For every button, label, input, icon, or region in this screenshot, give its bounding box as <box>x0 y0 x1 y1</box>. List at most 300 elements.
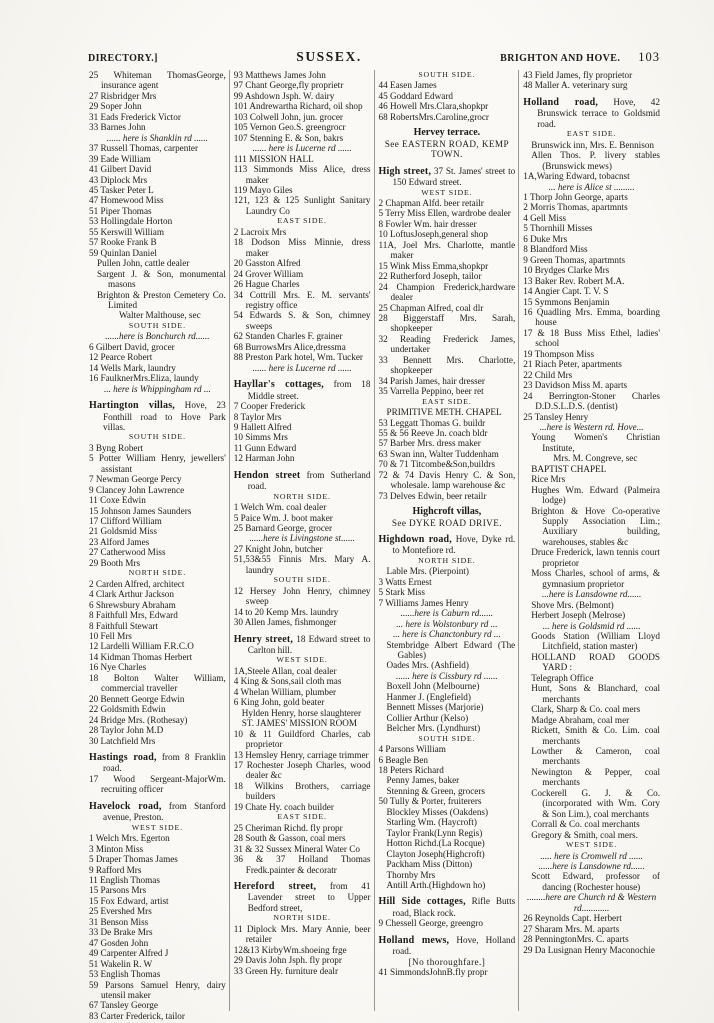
cross-reference: ...... here is Cissbury rd ...... <box>396 670 498 681</box>
side-label: WEST SIDE. <box>565 840 618 850</box>
street-heading: Hervey terrace. <box>413 127 481 139</box>
directory-entry: 6 King John, gold beater <box>233 697 325 708</box>
directory-entry: 27 Knight John, butcher <box>233 543 323 554</box>
street-heading: High street, 37 St. James' street to 150 Edward street. <box>378 165 516 188</box>
directory-entry: 47 Homewood Miss <box>89 195 164 206</box>
directory-entry: Hotton Richd.(La Rocque) <box>386 838 485 849</box>
directory-entry: Oades Mrs. (Ashfield) <box>386 660 469 671</box>
directory-entry: 6 Shrewsbury Abraham <box>89 599 176 610</box>
directory-entry: ST. JAMES' MISSION ROOM <box>241 718 358 729</box>
directory-entry: 29 Davis John Jsph. fly propr <box>233 955 342 966</box>
directory-entry: 8 Faithfull Mrs, Edward <box>89 610 178 621</box>
directory-entry: HOLLAND ROAD GOODS YARD : <box>531 651 660 673</box>
street-name: Hendon street <box>233 469 301 481</box>
directory-entry: 44 Easen James <box>378 80 437 91</box>
street-heading: Hendon street from Sutherland road. <box>233 469 371 492</box>
street-name: Hartington villas, <box>89 400 175 412</box>
directory-entry: 23 Alford James <box>89 536 150 547</box>
directory-entry: 119 Mayo Giles <box>233 184 293 195</box>
directory-entry: 11 Gunn Edward <box>233 442 297 453</box>
directory-entry: 24 Grover William <box>233 268 304 279</box>
directory-entry: Antill Arth.(Highdown ho) <box>386 879 486 890</box>
side-label: EAST SIDE. <box>422 396 472 406</box>
directory-entry: 18 Dodson Miss Minnie, dress maker <box>233 237 371 258</box>
directory-entry: Telegraph Office <box>531 672 594 683</box>
directory-entry: Bennett Misses (Marjorie) <box>386 702 484 713</box>
directory-entry: 9 Hallett Alfred <box>233 421 292 432</box>
directory-entry: Penny James, baker <box>386 775 460 786</box>
directory-entry: 17 & 18 Buss Miss Ethel, ladies' school <box>523 327 660 349</box>
directory-entry: 17 Rochester Joseph Charles, wood dealer &c <box>233 760 371 781</box>
directory-entry: 11A, Joel Mrs. Charlotte, mantle maker <box>378 239 516 261</box>
directory-entry: 31 Benson Miss <box>89 916 149 927</box>
directory-entry: Hunt, Sons & Blanchard, coal merchants <box>531 683 660 704</box>
directory-entry: 49 Carpenter Alfred J <box>89 948 169 959</box>
directory-entry: 70 & 71 Titcombe&Son,buildrs <box>378 459 495 470</box>
directory-entry: 6 Duke Mrs <box>523 233 568 244</box>
cross-reference: ......here is Bonchurch rd...... <box>105 331 210 342</box>
directory-entry: Thornby Mrs <box>386 869 436 880</box>
directory-entry: 63 Swan inn, Walter Tuddenham <box>378 448 499 459</box>
directory-entry: 8 Fowler Wm. hair dresser <box>378 218 477 229</box>
side-label: WEST SIDE. <box>276 655 328 665</box>
directory-entry: Hughes Wm. Edward (Palmeira lodge) <box>531 484 660 506</box>
directory-entry: 27 Catherwood Miss <box>89 547 166 558</box>
directory-entry: 4 Gell Miss <box>523 212 567 223</box>
cross-reference: ... here is Chanctonbury rd ... <box>392 629 501 640</box>
directory-entry: Pullen John, cattle dealer <box>97 258 190 269</box>
page-number: 103 <box>638 50 660 64</box>
directory-entry: 4 Parsons William <box>378 744 446 755</box>
directory-entry: 35 Varrella Peppino, beer ret <box>378 386 484 397</box>
street-name: Henry street, <box>233 633 294 645</box>
directory-entry: 31 Eads Frederick Victor <box>89 111 181 122</box>
directory-entry: 15 Parsons Mrs <box>89 885 147 896</box>
directory-entry: 43 Field James, fly proprietor <box>523 70 633 80</box>
directory-entry: 47 Gosden John <box>89 937 149 948</box>
directory-entry: 14 to 20 Kemp Mrs. laundry <box>233 606 339 617</box>
cross-reference: ... here is Whippingham rd ... <box>103 383 211 394</box>
header-section-text: BRIGHTON AND HOVE. <box>500 53 621 64</box>
cross-reference: ..... here is Cromwell rd ...... <box>540 850 643 861</box>
directory-entry: 16 FaulknerMrs.Eliza, laundy <box>89 373 199 384</box>
cross-reference: ... here is Goldsmid rd ...... <box>542 620 641 631</box>
directory-entry: 3 Minton Miss <box>89 843 144 854</box>
directory-entry: 101 Andrewartha Richard, oil shop <box>233 101 363 112</box>
directory-entry: 15 Symmons Benjamin <box>523 296 610 307</box>
directory-entry: 10 LoftusJoseph,general shop <box>378 229 488 240</box>
directory-entry: Rickett, Smith & Co. Lim. coal merchants <box>531 725 660 746</box>
directory-entry: 12&13 KirbyWm.shoeing frge <box>233 944 347 955</box>
street-heading: Havelock road, from Stanford avenue, Preston. <box>89 800 226 823</box>
directory-entry: 37 Russell Thomas, carpenter <box>89 143 199 154</box>
directory-entry: 111 MISSION HALL <box>233 153 314 164</box>
directory-entry: 6 Beagle Ben <box>378 754 428 765</box>
cross-reference: ...... here is Lucerne rd ...... <box>252 143 352 154</box>
directory-entry: 10 Brydges Clarke Mrs <box>523 265 610 276</box>
column-2 <box>229 70 374 1011</box>
side-label: WEST SIDE. <box>131 822 184 832</box>
side-label: SOUTH SIDE. <box>273 575 331 585</box>
cross-reference: ...here is Lansdowne rd...... <box>541 589 642 600</box>
directory-entry: Gregory & Smith, coal mers. <box>531 829 638 840</box>
street-name: Hereford street, <box>233 880 317 892</box>
directory-entry: 22 Child Mrs <box>523 369 573 380</box>
directory-entry: 9 Green Thomas, apartmnts <box>523 254 626 265</box>
directory-entry: 25 Cheriman Richd. fly propr <box>233 822 343 833</box>
directory-entry: Moss Charles, school of arms, & gymnasium proprietor <box>531 568 660 589</box>
note-line: See DYKE ROAD DRIVE. <box>391 517 502 528</box>
directory-entry: Newington & Pepper, coal merchants <box>531 766 660 788</box>
sub-entry: Walter Malthouse, sec <box>119 310 201 321</box>
directory-entry: 16 Quadling Mrs. Emma, boarding house <box>523 306 660 328</box>
directory-entry: 12 Harman John <box>233 453 295 464</box>
directory-entry: 15 Wink Miss Emma,shopkpr <box>378 260 489 271</box>
directory-entry: 28 Taylor John M.D <box>89 725 164 736</box>
directory-entry: 14 Wells Mark, laundry <box>89 362 176 373</box>
directory-entry: 29 Booth Mrs <box>89 557 141 568</box>
column-4 <box>518 70 663 1011</box>
directory-entry: 5 Draper Thomas James <box>89 854 178 865</box>
side-label: NORTH SIDE. <box>418 555 476 565</box>
directory-entry: 68 RobertsMrs.Caroline,grocr <box>378 111 489 122</box>
directory-entry: Young Women's Christian Institute, <box>531 432 660 453</box>
street-name: Highdown road, <box>378 534 453 546</box>
directory-entry: 11 Coxe Edwin <box>89 495 146 506</box>
directory-entry: 29 Da Lusignan Henry Maconochie <box>523 944 655 955</box>
directory-entry: 51 Piper Thomas <box>89 205 152 216</box>
directory-entry: 12 Hersey John Henry, chimney sweep <box>233 585 371 607</box>
street-heading: Hayllar's cottages, from 18 Middle street. <box>233 379 371 401</box>
directory-entry: 9 Rafford Mrs <box>89 864 142 875</box>
directory-entry: Blockley Misses (Oakdens) <box>386 806 489 817</box>
directory-entry: Goods Station (William Lloyd Litchfield, station master) <box>531 631 660 652</box>
street-heading: Hastings road, from 8 Franklin road. <box>89 752 226 774</box>
street-heading: Hereford street, from 41 Lavender street to Upper Bedford street, <box>233 880 371 913</box>
directory-entry: 11 Diplock Mrs. Mary Annie, beer retailer <box>233 923 371 945</box>
directory-entry: 10 & 11 Guildford Charles, cab proprietor <box>233 728 371 750</box>
directory-entry: 34 Parish James, hair dresser <box>378 375 485 386</box>
directory-entry: 24 Bridge Mrs. (Rothesay) <box>89 714 188 725</box>
directory-entry: 1 Thorp John George, aparts <box>523 191 628 202</box>
directory-entry: 53 Hollingdale Horton <box>89 216 173 227</box>
directory-entry: 27 Sharam Mrs. M. aparts <box>523 923 620 934</box>
column-3 <box>374 70 519 1011</box>
directory-entry: Hanmer J. (Englefield) <box>386 691 471 702</box>
directory-entry: 14 Angier Capt. T. V. S <box>523 286 609 297</box>
directory-entry: 29 Soper John <box>89 101 142 112</box>
directory-entry: 43 Diplock Mrs <box>89 174 148 185</box>
side-label: SOUTH SIDE. <box>128 432 186 442</box>
directory-entry: 21 Goldsmid Miss <box>89 526 157 537</box>
directory-entry: Brunswick inn, Mrs. E. Bennison <box>531 139 655 150</box>
directory-entry: 50 Tully & Porter, fruiterers <box>378 796 482 807</box>
directory-entry: BAPTIST CHAPEL <box>531 463 607 474</box>
street-name: Holland mews, <box>378 934 450 946</box>
directory-entry: 72 & 74 Davis Henry C. & Son, wholesale. lamp warehouse &c <box>378 469 516 491</box>
directory-entry: 53 Leggatt Thomas G. buildr <box>378 417 486 428</box>
directory-entry: 16 Nye Charles <box>89 662 147 673</box>
directory-columns <box>85 70 663 1021</box>
cross-reference: ...... here is Shanklin rd ...... <box>106 132 208 143</box>
directory-entry: 25 Tansley Henry <box>523 411 589 422</box>
side-label: NORTH SIDE. <box>273 491 331 501</box>
directory-entry: 68 BurrowsMrs Alice,dressma <box>233 341 346 352</box>
directory-entry: 59 Parsons Samuel Henry, dairy utensil maker <box>89 979 226 1000</box>
directory-entry: 1A,Steele Allan, coal dealer <box>233 665 337 676</box>
directory-entry: 4 Whelan William, plumber <box>233 686 337 697</box>
directory-entry: Cockerell G. J. & Co. (incorporated with Wm. Cory & Son Lim.), coal merchants <box>531 787 660 819</box>
directory-entry: 17 Clifford William <box>89 516 162 527</box>
directory-entry: 12 Pearce Robert <box>89 352 153 363</box>
directory-entry: Clayton Joseph(Highcroft) <box>386 848 485 859</box>
directory-entry: 1 Welch Wm. coal dealer <box>233 502 327 513</box>
side-label: SOUTH SIDE. <box>128 320 186 330</box>
page-header <box>88 49 660 65</box>
directory-entry: 34 Cottrill Mrs. E. M. servants' registry office <box>233 289 371 310</box>
directory-entry: 20 Bennett George Edwin <box>89 693 185 704</box>
directory-entry: 45 Goddard Edward <box>378 90 454 101</box>
directory-entry: 73 Delves Edwin, beer retailr <box>378 490 487 501</box>
directory-entry: 93 Matthews James John <box>233 70 326 80</box>
directory-entry: 7 Williams James Henry <box>378 597 469 608</box>
directory-entry: 33 De Brake Mrs <box>89 927 153 938</box>
directory-entry: 25 Whiteman ThomasGeorge, insurance agent <box>89 70 226 91</box>
directory-entry: Lable Mrs. (Pierpoint) <box>386 566 469 577</box>
directory-entry: 8 Taylor Mrs <box>233 411 282 422</box>
directory-entry: Stembridge Albert Edward (The Gables) <box>386 639 516 661</box>
directory-entry: 9 Clancey John Lawrence <box>89 484 185 495</box>
side-label: SOUTH SIDE. <box>418 733 476 743</box>
directory-entry: 57 Barber Mrs. dress maker <box>378 438 481 449</box>
directory-entry: 28 Biggerstaff Mrs. Sarah, shopkeeper <box>378 312 516 334</box>
directory-entry: 26 Hague Charles <box>233 279 300 290</box>
directory-entry: 23 Davidson Miss M. aparts <box>523 380 628 391</box>
directory-entry: 97 Chant George,fly proprietr <box>233 80 344 91</box>
directory-entry: 6 Gilbert David, grocer <box>89 341 175 352</box>
directory-entry: 9 Chessell George, greengro <box>378 918 483 929</box>
directory-entry: 24 Champion Frederick,hardware dealer <box>378 281 516 303</box>
street-name: Holland road, <box>523 96 599 108</box>
directory-entry: 7 Newman George Percy <box>89 474 182 485</box>
directory-entry: Corrall & Co. coal merchants <box>531 819 640 830</box>
directory-entry: 5 Terry Miss Ellen, wardrobe dealer <box>378 208 511 219</box>
directory-entry: 5 Paice Wm. J. boot maker <box>233 512 333 523</box>
directory-entry: 33 Barnes John <box>89 122 146 133</box>
directory-entry: 3 Watts Ernest <box>378 576 432 587</box>
directory-entry: 33 Bennett Mrs. Charlotte, shopkeeper <box>378 354 516 376</box>
directory-entry: 33 Green Hy. furniture dealr <box>233 965 339 976</box>
directory-entry: 12 Lardelli William F.R.C.O <box>89 641 194 652</box>
directory-entry: 10 Fell Mrs <box>89 631 132 642</box>
directory-entry: 25 Barnard George, grocer <box>233 523 333 534</box>
side-label: EAST SIDE. <box>566 129 617 139</box>
directory-entry: Allen Thos. P. livery stables (Brunswick mews) <box>531 150 660 171</box>
street-heading: Holland road, Hove, 42 Brunswick terrace to Goldsmid road. <box>523 96 660 129</box>
directory-entry: Starling Wm. (Haycroft) <box>386 817 477 828</box>
directory-entry: 14 Kidman Thomas Herbert <box>89 651 193 662</box>
directory-entry: Herbert Joseph (Melrose) <box>531 610 626 621</box>
directory-entry: 25 Chapman Alfred, coal dlr <box>378 302 484 313</box>
directory-entry: 59 Quinlan Daniel <box>89 247 157 258</box>
directory-entry: 2 Lacroix Mrs <box>233 226 287 237</box>
directory-entry: 17 Wood Sergeant-MajorWm. recruiting officer <box>89 773 226 795</box>
directory-entry: 19 Chate Hy. coach builder <box>233 801 334 812</box>
directory-entry: Lowther & Cameron, coal merchants <box>531 746 660 767</box>
directory-entry: 22 Rutherford Joseph, tailor <box>378 271 482 282</box>
cross-reference: ......here is Lansdowne rd...... <box>538 860 645 871</box>
directory-entry: Belcher Mrs. (Lyndhurst) <box>386 723 481 734</box>
directory-entry: 2 Carden Alfred, architect <box>89 578 185 589</box>
directory-entry: Rice Mrs <box>531 474 566 485</box>
directory-entry: 2 Morris Thomas, apartmnts <box>523 202 628 213</box>
street-name: Hill Side cottages, <box>378 896 466 908</box>
directory-entry: 51,53&55 Finnis Mrs. Mary A. laundry <box>233 554 371 575</box>
directory-entry: 4 Clark Arthur Jackson <box>89 589 174 600</box>
directory-entry: 32 Reading Frederick James, undertaker <box>378 333 516 355</box>
directory-entry: Hylden Henry, horse slaughterer <box>241 707 362 718</box>
sub-entry: Mrs. M. Congreve, sec <box>553 453 638 464</box>
directory-entry: Collier Arthur (Kelso) <box>386 712 469 723</box>
directory-entry: 45 Tasker Peter L <box>89 184 154 195</box>
directory-entry: Brighton & Hove Co-operative Supply Association Lim.; Auxiliary building, warehouses, stables &c <box>531 505 660 547</box>
cross-reference: ... here is Wolstonbury rd ... <box>396 618 498 629</box>
directory-entry: 121, 123 & 125 Sunlight Sanitary Laundry Co <box>233 195 371 216</box>
cross-reference: ... here is Alice st ......... <box>548 181 635 192</box>
directory-entry: 36 & 37 Holland Thomas Fredk.painter & decoratr <box>233 854 371 875</box>
directory-entry: 13 Hemsley Henry, carriage trimmer <box>233 749 369 760</box>
directory-entry: 51 Wakelin R. W <box>89 958 153 969</box>
directory-entry: 8 Blandford Miss <box>523 244 588 255</box>
directory-entry: 103 Colwell John, jun. grocer <box>233 111 343 122</box>
directory-entry: 28 PenningtonMrs. C. aparts <box>523 934 629 945</box>
cross-reference: ...here is Western rd. Hove... <box>539 421 644 432</box>
directory-entry: 62 Standen Charles F. grainer <box>233 331 343 342</box>
directory-entry: 18 Bolton Walter William, commercial traveller <box>89 672 226 694</box>
directory-entry: Taylor Frank(Lynn Regis) <box>386 827 483 838</box>
directory-entry: 107 Stenning E. & Son, bakrs <box>233 132 344 143</box>
directory-entry: 54 Edwards S. & Son, chimney sweeps <box>233 310 371 331</box>
header-directory-label: DIRECTORY.] <box>88 53 158 64</box>
cross-reference: ........here are Church rd & Western rd............ <box>527 892 657 913</box>
directory-entry: Stenning & Green, grocers <box>386 785 485 796</box>
directory-entry: 8 Faithfull Stewart <box>89 620 158 631</box>
directory-entry: 105 Vernon Geo.S. greengrocr <box>233 122 346 133</box>
directory-entry: 13 Baker Rev. Robert M.A. <box>523 275 625 286</box>
directory-entry: 53 English Thomas <box>89 969 161 980</box>
directory-entry: 39 Eade William <box>89 153 151 164</box>
directory-entry: 18 Wilkins Brothers, carriage builders <box>233 780 371 802</box>
side-label: NORTH SIDE. <box>273 913 331 923</box>
side-label: SOUTH SIDE. <box>418 70 476 79</box>
directory-entry: 3 Byng Robert <box>89 442 144 453</box>
directory-entry: 30 Allen James, fishmonger <box>233 617 337 628</box>
directory-entry: 5 Potter William Henry, jewellers' assistant <box>89 453 226 474</box>
directory-entry: 1 Welch Mrs. Egerton <box>89 833 170 844</box>
directory-entry: 67 Tansley George <box>89 1000 158 1011</box>
directory-entry: 41 Gilbert David <box>89 164 152 175</box>
directory-entry: 41 SimmondsJohnB.fly propr <box>378 967 488 978</box>
directory-entry: 2 Chapman Alfd. beer retailr <box>378 197 484 208</box>
street-heading: Highcroft villas, <box>412 506 482 518</box>
street-heading: Highdown road, Hove, Dyke rd. to Montefiore rd. <box>378 534 516 556</box>
street-heading: Hartington villas, Hove, 23 Fonthill road to Hove Park villas. <box>89 400 226 432</box>
street-name: Havelock road, <box>89 800 162 812</box>
header-section-title <box>500 50 660 65</box>
directory-entry: 31 & 32 Sussex Mineral Water Co <box>233 843 360 854</box>
directory-entry: 5 Thornhill Misses <box>523 223 593 234</box>
directory-entry: 5 Stark Miss <box>378 587 425 598</box>
cross-reference: ......here is Livingstone st...... <box>249 533 355 544</box>
directory-entry: 113 Simmonds Miss Alice, dress maker <box>233 164 371 185</box>
directory-entry: 21 Riach Peter, apartments <box>523 359 622 370</box>
directory-entry: 28 South & Gasson, coal mers <box>233 833 346 844</box>
cross-reference: ...... here is Lucerne rd ...... <box>252 362 352 373</box>
directory-entry: 55 Kerswill William <box>89 226 164 237</box>
directory-entry: 1A,Waring Edward, tobacnst <box>523 171 630 182</box>
cross-reference: ......here is Caburn rd...... <box>400 608 494 619</box>
directory-entry: 22 Goldsmith Edwin <box>89 704 166 715</box>
side-label: WEST SIDE. <box>421 187 473 197</box>
street-heading: Henry street, 18 Edward street to Carlton hill. <box>233 633 371 656</box>
directory-entry: 7 Cooper Frederick <box>233 401 306 412</box>
directory-entry: 57 Rooke Frank B <box>89 237 157 248</box>
street-name: Hastings road, <box>89 752 157 763</box>
directory-entry: Scott Edward, professor of dancing (Rochester house) <box>531 871 660 892</box>
directory-entry: 48 Maller A. veterinary surg <box>523 80 628 91</box>
directory-entry: Brighton & Preston Cemetery Co. Limited <box>97 289 226 310</box>
side-label: EAST SIDE. <box>277 812 327 822</box>
directory-entry: 20 Gasston Alfred <box>233 258 301 269</box>
directory-entry: 15 Johnson James Saunders <box>89 505 192 516</box>
directory-entry: 25 Evershed Mrs <box>89 906 152 917</box>
note-line: [No thoroughfare.] <box>408 956 486 967</box>
directory-entry: 10 Simms Mrs <box>233 432 288 443</box>
directory-entry: Druce Frederick, lawn tennis court proprietor <box>531 547 660 568</box>
directory-entry: Packham Miss (Ditton) <box>386 859 473 870</box>
directory-entry: 46 Howell Mrs.Clara,shopkpr <box>378 101 489 112</box>
directory-entry: Boxell John (Melbourne) <box>386 681 480 692</box>
directory-entry: 99 Ashdown Jsph. W. dairy <box>233 90 335 101</box>
directory-entry: 11 English Thomas <box>89 874 160 885</box>
directory-entry: 88 Preston Park hotel, Wm. Tucker <box>233 352 363 363</box>
directory-entry: 4 King & Sons,sail cloth mas <box>233 676 342 687</box>
street-heading: Holland mews, Hove, Holland road. <box>378 934 516 957</box>
street-name: Hayllar's cottages, <box>233 379 324 391</box>
directory-entry: 27 Risbridger Mrs <box>89 90 157 101</box>
header-county-title: SUSSEX. <box>296 49 362 64</box>
directory-entry: 30 Latchfield Mrs <box>89 735 156 746</box>
directory-entry: 83 Carter Frederick, tailor <box>89 1010 185 1021</box>
directory-entry: 19 Thompson Miss <box>523 348 595 359</box>
directory-entry: Madge Abraham, coal mer <box>531 714 630 725</box>
note-line: See EASTERN ROAD, KEMP TOWN. <box>384 138 509 160</box>
directory-entry: 55 & 56 Reeve Jn. coach bldr <box>378 427 488 438</box>
directory-entry: 26 Reynolds Capt. Herbert <box>523 913 622 924</box>
directory-entry: Shove Mrs. (Belmont) <box>531 599 614 610</box>
column-1 <box>85 70 229 1021</box>
directory-entry: 24 Berrington-Stoner Charles D.D.S.L.D.S. (dentist) <box>523 390 660 412</box>
street-name: High street, <box>378 165 432 177</box>
street-heading: Hill Side cottages, Rifle Butts road, Black rock. <box>378 896 516 918</box>
side-label: EAST SIDE. <box>277 216 327 226</box>
directory-entry: Clark, Sharp & Co. coal mers <box>531 704 641 715</box>
directory-entry: 18 Peters Richard <box>378 765 444 775</box>
directory-entry: 15 Fox Edward, artist <box>89 895 169 906</box>
directory-entry: Sargent J. & Son, monumental masons <box>97 268 226 290</box>
directory-entry: PRIMITIVE METH. CHAPEL <box>386 407 502 418</box>
side-label: NORTH SIDE. <box>128 568 187 578</box>
